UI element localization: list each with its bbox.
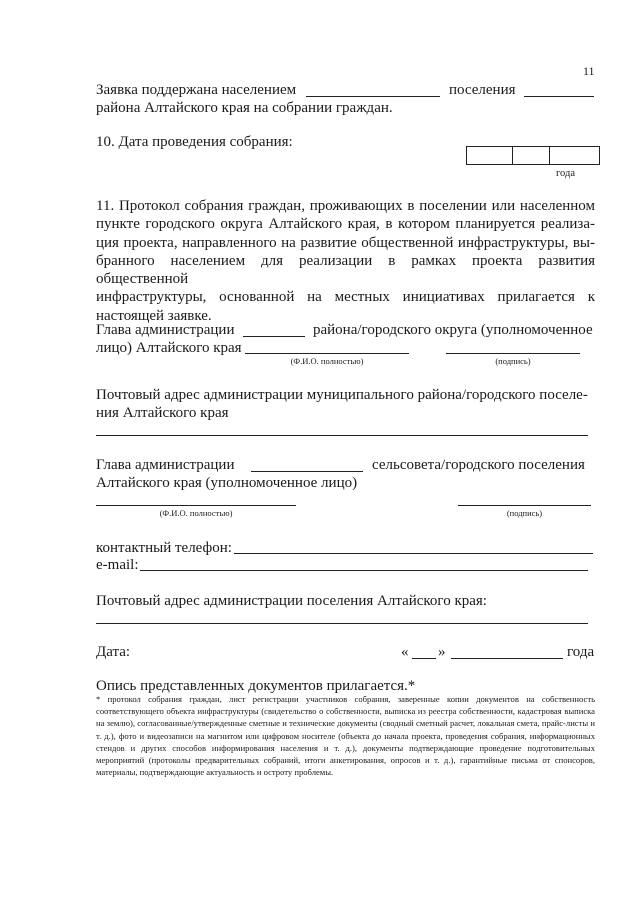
page-number: 11 [583, 64, 595, 78]
protocol-line-4: бранного населением для реализации в рамках проекта развития общественной [96, 252, 595, 288]
protocol-line-2: пункте городского округа Алтайского края, в котором планируется реализа- [96, 216, 595, 233]
settlement-signature-caption: (подпись) [506, 508, 543, 518]
year-caption: года [556, 168, 575, 179]
quote-open: « [401, 644, 409, 660]
quote-close: » [438, 644, 446, 660]
support-text-part1: Заявка поддержана населением [96, 82, 297, 98]
district-name-line[interactable] [243, 336, 305, 337]
district-signature-caption: (подпись) [495, 356, 531, 366]
protocol-paragraph [96, 197, 595, 325]
meeting-date-label: 10. Дата проведения собрания: [96, 134, 293, 150]
head-district-part3: лицо) Алтайского края [96, 340, 242, 356]
month-input-line[interactable] [451, 658, 563, 659]
year-word: года [567, 644, 595, 660]
support-text-part3: района Алтайского края на собрании граждан. [96, 100, 393, 116]
inventory-title: Опись представленных документов прилагается.* [96, 678, 416, 694]
district-blank-line[interactable] [524, 96, 594, 97]
postal-district-line-1: Почтовый адрес администрации муниципального района/городского поселе- [96, 387, 588, 403]
date-box-1[interactable] [466, 146, 513, 165]
phone-input-line[interactable] [234, 553, 593, 554]
email-label: e-mail: [96, 557, 139, 573]
district-signature-line[interactable] [446, 353, 580, 354]
protocol-line-5: инфраструктуры, основанной на местных инициативах прилагается к [96, 289, 595, 306]
postal-settlement-address-line[interactable] [96, 623, 588, 624]
head-district-part2: района/городского округа (уполномоченное [313, 322, 593, 338]
settlement-signature-line[interactable] [458, 505, 591, 506]
head-settlement-part3: Алтайского края (уполномоченное лицо) [96, 475, 358, 491]
head-settlement-part2: сельсовета/городского поселения [372, 457, 585, 473]
head-settlement-part1: Глава администрации [96, 457, 235, 473]
settlement-fio-caption: (Ф.И.О. полностью) [159, 508, 233, 518]
postal-district-address-line[interactable] [96, 435, 588, 436]
support-text-part2: поселения [449, 82, 516, 98]
inventory-footnote: * протокол собрания граждан, лист регистрации участников собрания, заверенные копии документов на собственность соответствующего объекта инфраструктуры (свидетельство о собственности, выписка из реестра собственности, кадастровая выписка на землю), согласованные/утвержденные сметные и технические документы (сводный сметный расчет, локальная смета, прайс-листы и т. д.), фото и видеозаписи на магнитом или цифровом носителе (объекта до начала проекта, проведения собрания, информационных стендов и других способов информирования населения и т. д.), документы подтверждающие проведение подготовительных мероприятий (протоколы предварительных собраний, итоги анкетирования, опросов и т. д.), гарантийные письма от спонсоров, материалы, подтверждающие актуальность и остроту проблемы. [96, 694, 595, 778]
protocol-line-3: ция проекта, направленного на развитие общественной инфраструктуры, вы- [96, 234, 595, 251]
email-input-line[interactable] [140, 570, 588, 571]
district-fio-line[interactable] [245, 353, 409, 354]
settlement-fio-line[interactable] [96, 505, 296, 506]
date-label: Дата: [96, 644, 131, 660]
phone-label: контактный телефон: [96, 540, 232, 556]
postal-settlement-label: Почтовый адрес администрации поселения Алтайского края: [96, 593, 487, 609]
date-box-2[interactable] [512, 146, 550, 165]
district-fio-caption: (Ф.И.О. полностью) [290, 356, 364, 366]
settlement-blank-line[interactable] [306, 96, 440, 97]
day-input-line[interactable] [412, 658, 436, 659]
date-box-3[interactable] [549, 146, 600, 165]
postal-district-line-2: ния Алтайского края [96, 405, 229, 421]
protocol-line-1: 11. Протокол собрания граждан, проживающих в поселении или населенном [96, 198, 595, 214]
protocol-line-6: настоящей заявке. [96, 307, 212, 324]
head-district-part1: Глава администрации [96, 322, 235, 338]
settlement-name-line[interactable] [251, 471, 363, 472]
